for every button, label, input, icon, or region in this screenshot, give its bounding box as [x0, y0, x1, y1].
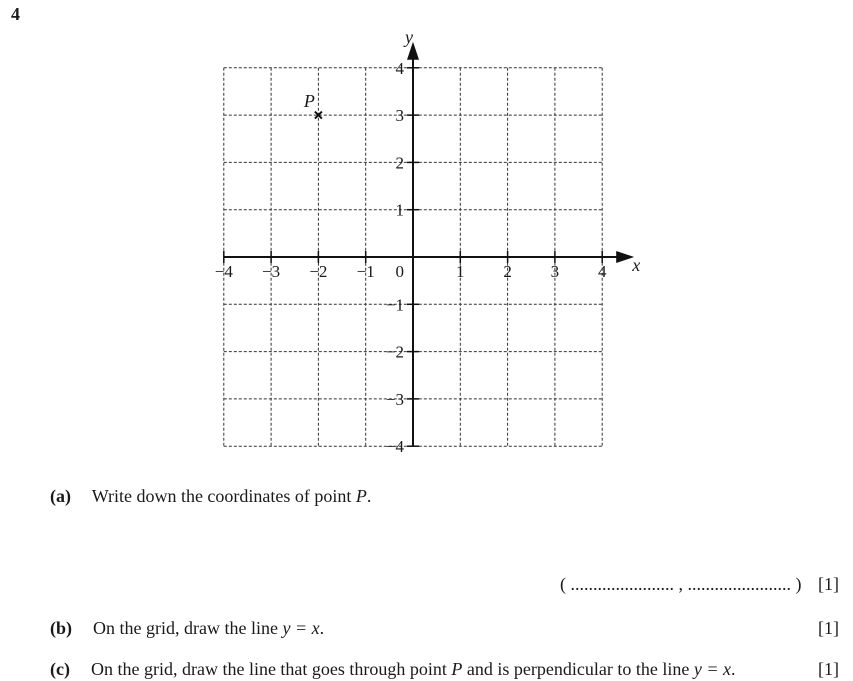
y-tick-label: −2: [385, 342, 404, 362]
axes: [224, 42, 634, 446]
x-tick-label: −3: [262, 262, 281, 281]
part-a-label: (a): [50, 486, 71, 506]
part-b-period: .: [319, 618, 325, 638]
part-a-period: .: [366, 486, 372, 506]
part-a-text: Write down the coordinates of point: [91, 486, 356, 506]
answer-coordinates-text: ( ....................... , ....................... ): [560, 574, 802, 594]
point-p-label: P: [303, 91, 315, 112]
part-c: [50, 659, 735, 680]
y-tick-label: −4: [385, 437, 404, 457]
part-b-label: (b): [50, 618, 72, 638]
y-tick-label: 1: [395, 200, 404, 220]
part-b-text: On the grid, draw the line: [93, 618, 283, 638]
part-a: [50, 486, 371, 507]
x-axis-label: x: [632, 255, 641, 275]
part-a-point-name: P: [355, 486, 367, 506]
x-tick-label: −4: [214, 262, 233, 281]
x-tick-label: 3: [550, 262, 560, 281]
origin-label: 0: [395, 262, 404, 281]
part-c-period: .: [730, 659, 736, 679]
y-tick-label: 2: [395, 153, 404, 173]
y-tick-label: 3: [395, 106, 404, 126]
x-tick-label: −2: [309, 262, 328, 281]
y-axis-label: y: [405, 26, 413, 47]
question-number: 4: [11, 4, 20, 24]
part-b-mark: [1]: [818, 618, 839, 638]
part-c-point-name: P: [451, 659, 463, 679]
part-b: [50, 618, 324, 639]
part-c-equation: y = x: [693, 659, 731, 679]
y-tick-label: 4: [395, 58, 404, 78]
tick-labels: [215, 27, 640, 456]
x-tick-label: 4: [597, 262, 607, 281]
part-c-text: On the grid, draw the line that goes through point: [90, 659, 452, 679]
part-c-label: (c): [50, 659, 70, 679]
y-tick-label: −1: [385, 295, 404, 315]
y-tick-label: −3: [385, 389, 404, 409]
part-b-equation: y = x: [282, 618, 320, 638]
x-tick-label: −1: [356, 262, 375, 281]
part-c-text-mid: and is perpendicular to the line: [462, 659, 694, 679]
x-tick-label: 2: [503, 262, 512, 281]
x-tick-label: 1: [456, 262, 465, 281]
part-a-mark: [1]: [818, 574, 839, 594]
answer-coordinates-line[interactable]: [560, 574, 802, 595]
part-c-mark: [1]: [818, 659, 839, 679]
points: [303, 91, 322, 119]
